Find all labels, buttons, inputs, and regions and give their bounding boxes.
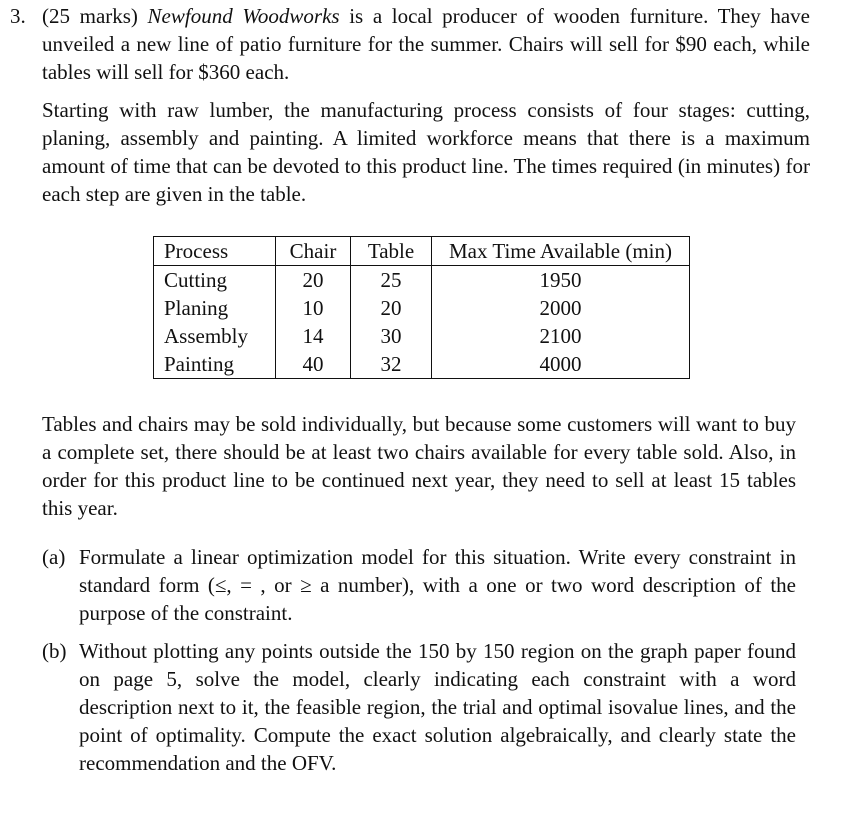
table-header-row	[154, 237, 690, 266]
cell-process: Assembly	[154, 322, 276, 350]
constraints-paragraph: Tables and chairs may be sold individually, but because some customers will want to buy a complete set, there should be at least two chairs available for every table sold. Also, in order for this product line to be continued next year, they need to sell at least 15 tables this year.	[42, 412, 796, 520]
marks: (25 marks)	[42, 4, 138, 28]
table-row	[154, 266, 690, 295]
part-b	[42, 637, 796, 777]
part-b-label: (b)	[42, 639, 67, 663]
company-name: Newfound Woodworks	[147, 4, 340, 28]
cell-table: 32	[351, 350, 432, 379]
process-time-table-wrapper	[153, 236, 690, 379]
header-process: Process	[154, 237, 276, 266]
cell-max-time: 2100	[539, 324, 582, 348]
cell-table: 25	[351, 266, 432, 295]
header-chair: Chair	[276, 237, 351, 266]
cell-chair: 40	[276, 350, 351, 379]
process-time-table	[153, 236, 690, 379]
cell-process: Cutting	[154, 266, 276, 295]
part-a-text: Formulate a linear optimization model for this situation. Write every constraint in standard form (≤, = , or ≥ a number), with a one or two word description of the purpose of the constraint.	[79, 545, 796, 625]
cell-max-time: 2000	[539, 296, 582, 320]
table-row	[154, 350, 690, 379]
intro-paragraph	[10, 2, 810, 86]
cell-max-time: 4000	[539, 352, 582, 376]
cell-process: Planing	[154, 294, 276, 322]
table-row	[154, 322, 690, 350]
question-parts	[42, 543, 796, 777]
cell-chair: 10	[276, 294, 351, 322]
header-max-time: Max Time Available (min)	[432, 237, 690, 266]
cell-table: 20	[351, 294, 432, 322]
cell-chair: 20	[276, 266, 351, 295]
part-a-label: (a)	[42, 545, 66, 569]
cell-chair: 14	[276, 322, 351, 350]
problem-3	[10, 2, 810, 208]
table-row	[154, 294, 690, 322]
part-b-text: Without plotting any points outside the 150 by 150 region on the graph paper found on page 5, solve the model, clearly indicating each constraint with a word description next to it, the feasible region, the trial and optimal isovalue lines, and the point of optimality. Compute the exact solution algebraically, and clearly state the recommendation and the OFV.	[79, 639, 796, 775]
intro-text: is a local producer of wooden furniture. They have unveiled a new line of patio furniture for the summer. Chairs will sell for $90 each, while tables will sell for $360 each.	[42, 4, 810, 84]
question-number: 3.	[10, 4, 26, 28]
cell-max-time: 1950	[539, 268, 582, 292]
header-table: Table	[351, 237, 432, 266]
process-paragraph: Starting with raw lumber, the manufacturing process consists of four stages: cutting, planing, assembly and painting. A limited workforce means that there is a maximum amount of time that can be devoted to this product line. The times required (in minutes) for each step are given in the table.	[42, 98, 810, 206]
part-a	[42, 543, 796, 627]
cell-process: Painting	[154, 350, 276, 379]
cell-table: 30	[351, 322, 432, 350]
